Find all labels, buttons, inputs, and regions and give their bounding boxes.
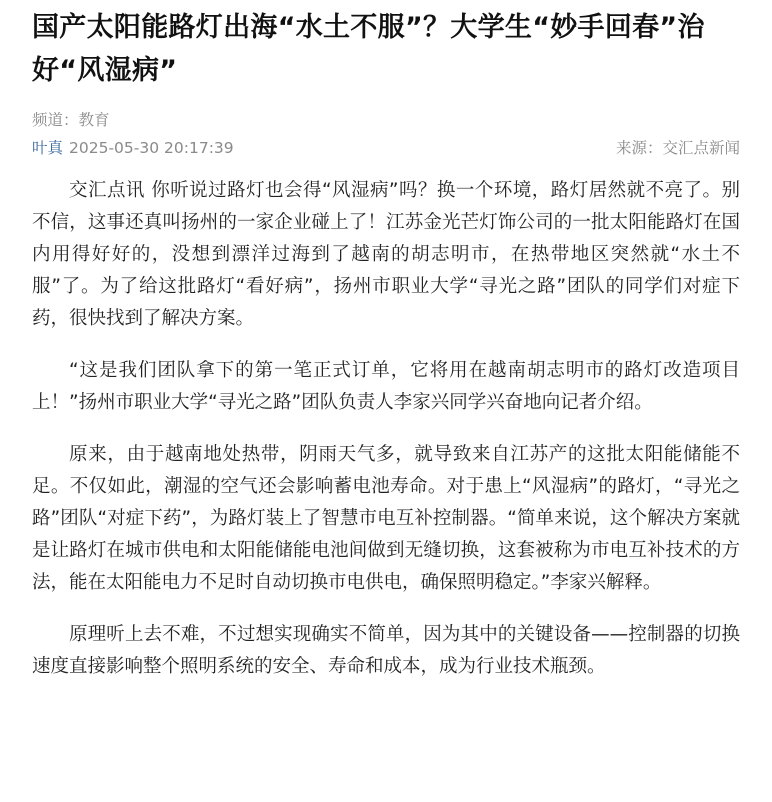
article-body [32, 175, 740, 683]
paragraph: 原来，由于越南地处热带，阴雨天气多，就导致来自江苏产的这批太阳能储能不足。不仅如此，潮湿的空气还会影响蓄电池寿命。对于患上“风湿病”的路灯，“寻光之路”团队“对症下药”，为路灯装上了智慧市电互补控制器。“简单来说，这个解决方案就是让路灯在城市供电和太阳能储能电池间做到无缝切换，这套被称为市电互补技术的方法，能在太阳能电力不足时自动切换市电供电，确保照明稳定。”李家兴解释。 [32, 444, 740, 593]
article-meta [32, 137, 740, 159]
article-title: 国产太阳能路灯出海“水土不服”？大学生“妙手回春”治好“风湿病” [32, 12, 705, 86]
paragraph: 交汇点讯 你听说过路灯也会得“风湿病”吗？换一个环境，路灯居然就不亮了。别不信，这事还真叫扬州的一家企业碰上了！江苏金光芒灯饰公司的一批太阳能路灯在国内用得好好的，没想到漂洋过海到了越南的胡志明市，在热带地区突然就“水土不服”了。为了给这批路灯“看好病”，扬州市职业大学“寻光之路”团队的同学们对症下药，很快找到了解决方案。 [32, 180, 740, 329]
author-date-group [32, 137, 234, 159]
paragraph: 原理听上去不难，不过想实现确实不简单，因为其中的关键设备——控制器的切换速度直接影响整个照明系统的安全、寿命和成本，成为行业技术瓶颈。 [32, 624, 740, 677]
channel-label: 频道：教育 [32, 111, 110, 129]
publish-datetime: 2025-05-30 20:17:39 [69, 139, 234, 157]
source-label: 来源：交汇点新闻 [615, 139, 740, 157]
paragraph: “这是我们团队拿下的第一笔正式订单，它将用在越南胡志明市的路灯改造项目上！”扬州市职业大学“寻光之路”团队负责人李家兴同学兴奋地向记者介绍。 [32, 360, 740, 413]
author-link[interactable]: 叶真 [32, 139, 64, 157]
